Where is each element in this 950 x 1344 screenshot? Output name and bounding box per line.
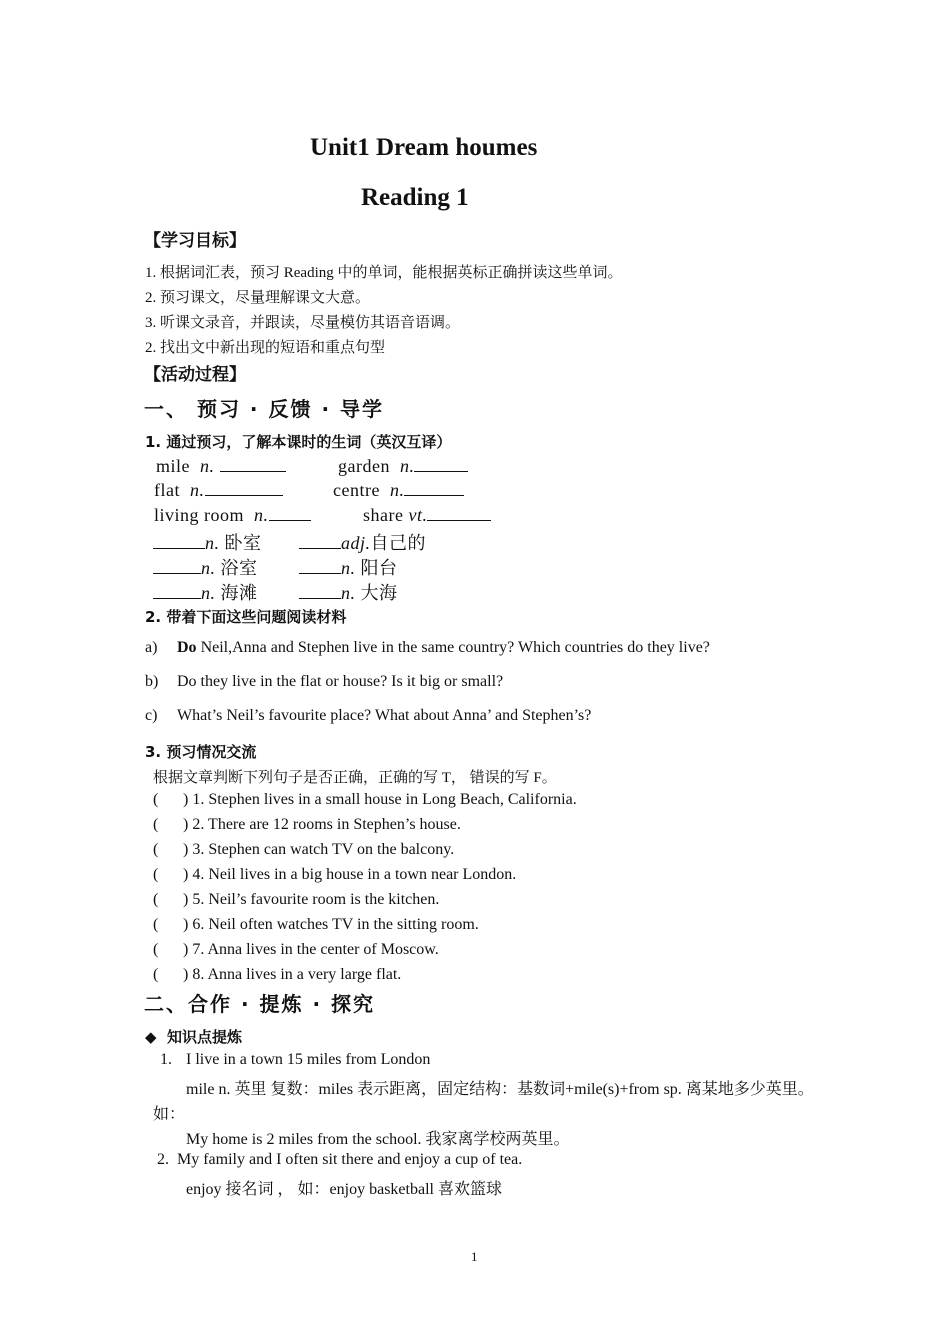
- vocab-item: n. 阳台: [299, 554, 398, 580]
- task-heading: 3. 预习情况交流: [145, 743, 257, 761]
- task-heading: 2. 带着下面这些问题阅读材料: [145, 608, 347, 626]
- point-note: enjoy 接名词 ， 如：enjoy basketball 喜欢篮球: [186, 1181, 502, 1198]
- section-heading: 二、合作 · 提炼 · 探究: [144, 992, 376, 1016]
- page-title: Unit1 Dream houmes: [310, 134, 538, 161]
- tf-statement: ( ) 7. Anna lives in the center of Moscow.: [153, 941, 439, 958]
- page-number: 1: [471, 1249, 478, 1264]
- task-heading: 1. 通过预习，了解本课时的生词（英汉互译）: [145, 433, 452, 451]
- task-instruction: 根据文章判断下列句子是否正确，正确的写 T， 错误的写 F。: [153, 770, 557, 786]
- goal-item: 2. 找出文中新出现的短语和重点句型: [145, 340, 386, 356]
- tf-statement: ( ) 5. Neil’s favourite room is the kitchen.: [153, 891, 440, 908]
- vocab-item: n. 海滩: [153, 579, 258, 605]
- vocab-item: n. 浴室: [153, 554, 258, 580]
- point-sentence: 1. I live in a town 15 miles from London: [160, 1051, 431, 1068]
- vocab-item: flat n.: [154, 480, 283, 501]
- process-heading: 【活动过程】: [144, 365, 246, 385]
- goal-item: 3. 听课文录音，并跟读，尽量模仿其语音语调。: [145, 315, 461, 331]
- section-heading: 一、 预习 · 反馈 · 导学: [144, 397, 385, 421]
- point-example: My home is 2 miles from the school. 我家离学校两英里。: [186, 1131, 570, 1148]
- example-label: 如：: [153, 1106, 186, 1123]
- point-sentence: 2. My family and I often sit there and enjoy a cup of tea.: [157, 1151, 523, 1168]
- vocab-item: n. 大海: [299, 579, 398, 605]
- tf-statement: ( ) 3. Stephen can watch TV on the balcony.: [153, 841, 455, 858]
- question-item: c) What’s Neil’s favourite place? What about Anna’ and Stephen’s?: [145, 707, 592, 724]
- diamond-bullet-icon: ◆: [145, 1028, 157, 1046]
- vocab-item: living room n.: [154, 505, 311, 526]
- tf-statement: ( ) 2. There are 12 rooms in Stephen’s house.: [153, 816, 461, 833]
- goal-item: 2. 预习课文，尽量理解课文大意。: [145, 290, 371, 306]
- vocab-item: mile n.: [156, 456, 286, 477]
- tf-statement: ( ) 6. Neil often watches TV in the sitting room.: [153, 916, 479, 933]
- knowledge-heading: ◆ 知识点提炼: [145, 1028, 243, 1046]
- vocab-item: centre n.: [333, 480, 464, 501]
- question-item: a) Do Neil,Anna and Stephen live in the same country? Which countries do they live?: [145, 639, 710, 656]
- vocab-item: share vt.: [363, 505, 491, 526]
- vocab-item: adj.自己的: [299, 529, 426, 555]
- point-note: mile n. 英里 复数：miles 表示距离，固定结构：基数词+mile(s)+from sp. 离某地多少英里。: [186, 1081, 814, 1098]
- question-item: b) Do they live in the flat or house? Is it big or small?: [145, 673, 504, 690]
- tf-statement: ( ) 8. Anna lives in a very large flat.: [153, 966, 402, 983]
- goals-heading: 【学习目标】: [144, 231, 246, 251]
- goal-item: 1. 根据词汇表，预习 Reading 中的单词，能根据英标正确拼读这些单词。: [145, 265, 623, 281]
- vocab-item: n. 卧室: [153, 529, 262, 555]
- page-subtitle: Reading 1: [361, 184, 469, 211]
- vocab-item: garden n.: [338, 456, 468, 477]
- tf-statement: ( ) 1. Stephen lives in a small house in Long Beach, California.: [153, 791, 577, 808]
- tf-statement: ( ) 4. Neil lives in a big house in a town near London.: [153, 866, 517, 883]
